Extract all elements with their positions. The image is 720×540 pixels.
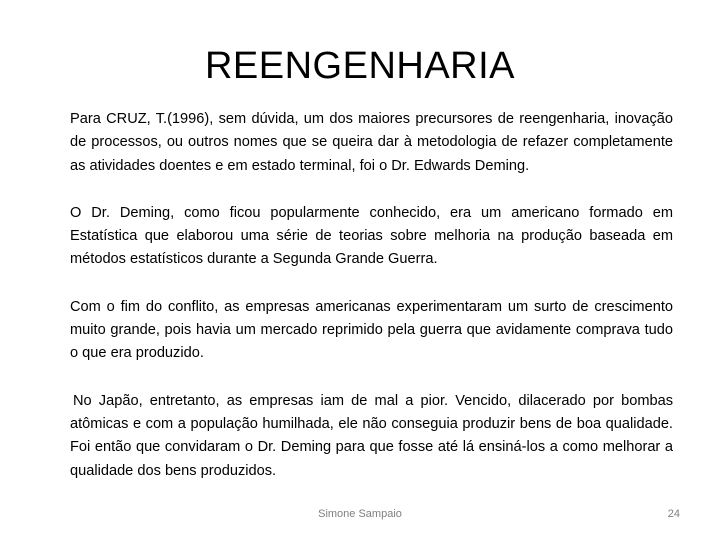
footer-page-number: 24 [667, 508, 680, 520]
paragraph-american-growth: Com o fim do conflito, as empresas americanas experimentaram um surto de crescimento muito grande, pois havia um mercado reprimido pela guerra que avidamente comprava tudo o que era produzido. [70, 298, 673, 362]
slide-body [70, 108, 673, 483]
footer-author: Simone Sampaio [318, 508, 402, 520]
paragraph-deming-background: O Dr. Deming, como ficou popularmente conhecido, era um americano formado em Estatística que elaborou uma série de teorias sobre melhoria na produção baseada em métodos estatísticos durante a Segunda Grande Guerra. [70, 204, 673, 268]
slide-title: REENGENHARIA [204, 45, 516, 87]
paragraph-cruz-deming: Para CRUZ, T.(1996), sem dúvida, um dos maiores precursores de reengenharia, inovação de processos, ou outros nomes que se queira dar à metodologia de refazer completamente as atividades doentes e em estado terminal, foi o Dr. Edwards Deming. [70, 111, 673, 174]
paragraph-japan: No Japão, entretanto, as empresas iam de mal a pior. Vencido, dilacerado por bombas atômicas e com a população humilhada, ele não conseguia produzir bens de boa qualidade. Foi então que convidaram o Dr. Deming para que fosse até lá ensiná-los a como melhorar a qualidade dos bens produzidos. [70, 392, 673, 479]
